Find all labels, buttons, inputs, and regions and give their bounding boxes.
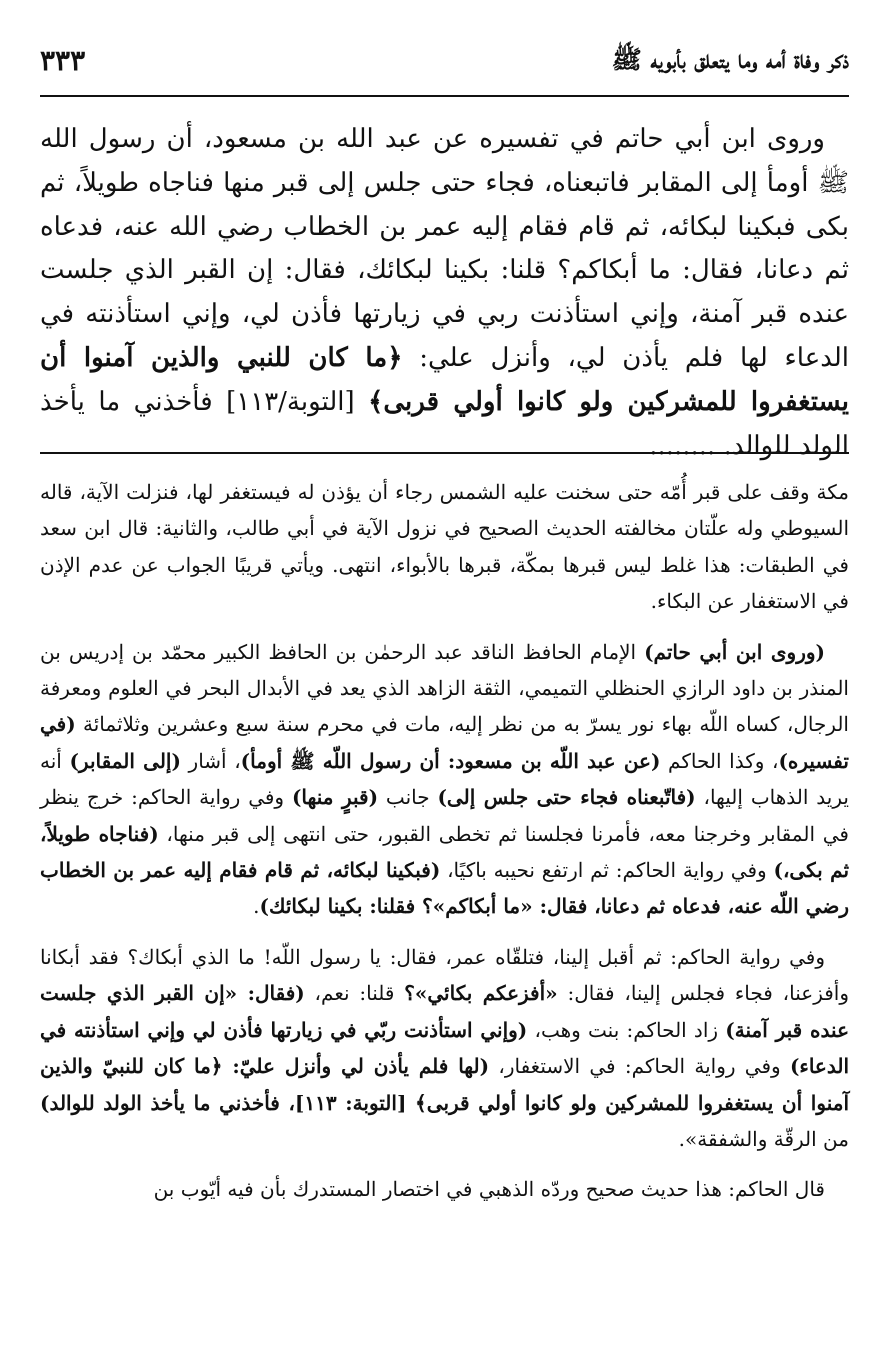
commentary-text: الإمام الحافظ الناقد عبد الرحمٰن بن الحافظ الكبير محمّد بن إدريس بن المنذر بن داود الرازي الحنظلي التميمي، الثقة الزاهد الذي يعد في الأبدال البحر في العلوم ومعرفة الرجال، كساه اللّه بهاء نور يسرّ به من نظر إليه، مات في محرم سنة سبع وعشرين وثلاثمائة xyxy=(40,639,849,737)
commentary-text: وفي رواية الحاكم: خرج ينظر في المقابر وخرجنا معه، فأمرنا فجلسنا ثم تخطى القبور، حتى انتهى إلى قبر منها، xyxy=(40,785,849,846)
commentary-paragraph xyxy=(40,634,849,925)
main-text xyxy=(40,118,849,468)
footnote-separator xyxy=(40,452,849,454)
commentary-text: ، أشار xyxy=(180,748,241,773)
quran-verse: ﴿ما كان للنبي والذين آمنوا أن يستغفروا للمشركين ولو كانوا أولي قربى﴾ xyxy=(40,342,850,417)
bold-quoted-text: (فناجاه طويلاً، ثم بكى،) xyxy=(40,821,850,883)
commentary-text: وفي رواية الحاكم: ثم ارتفع نحيبه باكيًا، xyxy=(440,858,774,883)
page-number: ٣٣٣ xyxy=(40,44,86,77)
bold-quoted-text: (فقال: «إن القبر الذي جلست عنده قبر آمنة) xyxy=(40,981,850,1042)
bold-quoted-text: (وإني استأذنت ربّي في زيارتها فأذن لي وإني استأذنته في الدعاء) xyxy=(40,1017,849,1079)
commentary-last-line: قال الحاكم: هذا حديث صحيح وردّه الذهبي في اختصار المستدرك بأن فيه أيّوب بن xyxy=(153,1177,825,1202)
commentary-text: من الرقّة والشفقة». xyxy=(678,1126,849,1151)
bold-quoted-text: (إلى المقابر) xyxy=(69,748,181,773)
commentary-text: . xyxy=(253,894,260,919)
page-header xyxy=(40,44,849,90)
commentary xyxy=(40,474,849,1208)
commentary-text: قلنا: نعم، xyxy=(304,981,405,1006)
running-title: ذكر وفاة أمه وما يتعلق بأبويه ﷺ xyxy=(611,45,849,74)
commentary-text: أنه يريد الذهاب إليها، xyxy=(40,748,849,810)
header-rule xyxy=(40,95,849,97)
verse-reference: [التوبة/١١٣] xyxy=(226,386,355,417)
commentary-paragraph xyxy=(40,1171,849,1207)
bold-quoted-text: (لها فلم يأذن لي وأنزل عليّ: ﴿ما كان للنبيّ والذين آمنوا أن يستغفروا للمشركين ولو كانوا أولي قربى﴾ [التوبة: ١١٣]، فأخذني ما يأخذ الولد للوالد) xyxy=(40,1054,850,1115)
bold-quoted-text: (عن عبد اللّه بن مسعود: أن رسول اللّه ﷺ أومأ) xyxy=(240,748,661,773)
commentary-text: وفي رواية الحاكم: في الاستغفار، xyxy=(489,1054,790,1079)
bold-quoted-text: «أفزعكم بكائي»؟ xyxy=(404,981,558,1006)
commentary-text: جانب xyxy=(378,785,438,810)
commentary-text: وفي رواية الحاكم: ثم أقبل إلينا، فتلقّاه عمر، فقال: يا رسول اللّه! ما الذي أبكاك؟ فقد أبكانا وأفزعنا، فجاء فجلس إلينا، فقال: xyxy=(40,944,850,1006)
commentary-text: ، وكذا الحاكم xyxy=(660,748,779,773)
main-text-body: وروى ابن أبي حاتم في تفسيره عن عبد الله بن مسعود، أن رسول الله ﷺ أومأ إلى المقابر فاتبعناه، فجاء حتى جلس إلى قبر منها فناجاه طويلاً، ثم بكى فبكينا لبكائه، ثم قام فقام إليه عمر بن الخطاب رضي الله عنه، فدعاه ثم دعانا، فقال: ما أبكاكم؟ قلنا: بكينا لبكائك، فقال: إن القبر الذي جلست عنده قبر آمنة، وإني استأذنت ربي في زيارتها فأذن لي، وإني استأذنته في الدعاء لها فلم يأذن لي، وأنزل علي: xyxy=(40,124,850,373)
commentary-paragraph: مكة وقف على قبر أُمّه حتى سخنت عليه الشمس رجاء أن يؤذن له فيستغفر لها، فنزلت الآية، قاله السيوطي وله علّتان مخالفته الحديث الصحيح في نزول الآية في أبي طالب، والثانية: قال ابن سعد في الطبقات: هذا غلط ليس قبرها بمكّة، قبرها بالأبواء، انتهى. ويأتي قريبًا الجواب عن عدم الإذن في الاستغفار عن البكاء. xyxy=(40,480,849,614)
main-text-ending: فأخذني ما يأخذ الولد للوالد. ........ xyxy=(40,386,849,461)
bold-quoted-text: (فبكينا لبكائه، ثم قام فقام إليه عمر بن الخطاب رضي اللّه عنه، فدعاه ثم دعانا، فقال: «ما أبكاكم»؟ فقلنا: بكينا لبكائك) xyxy=(40,858,849,919)
main-paragraph xyxy=(40,118,849,468)
commentary-text: زاد الحاكم: بنت وهب، xyxy=(527,1017,726,1042)
bold-quoted-text: (في تفسيره) xyxy=(40,712,849,773)
bold-quoted-text: (وروى ابن أبي حاتم) xyxy=(644,639,825,664)
commentary-paragraph xyxy=(40,939,849,1157)
bold-quoted-text: (قبرٍ منها) xyxy=(291,785,379,810)
bold-quoted-text: (فاتّبعناه فجاء حتى جلس إلى) xyxy=(437,785,696,810)
